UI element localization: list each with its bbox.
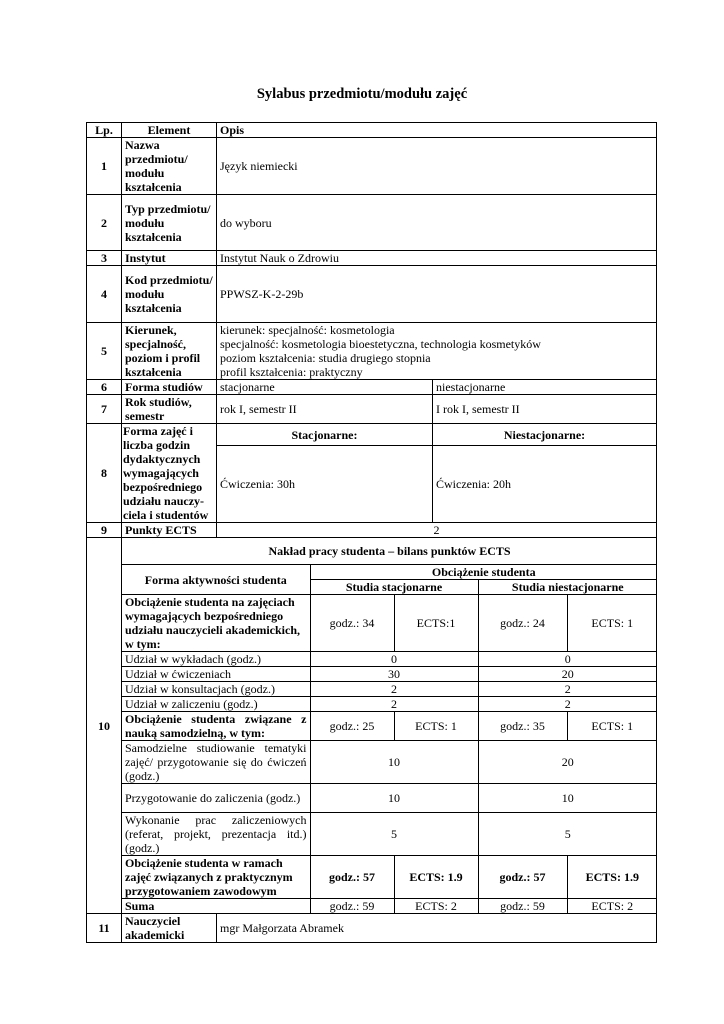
header-stacjonarne: Stacjonarne: (217, 424, 433, 446)
row-lp: 4 (87, 266, 122, 323)
row-value: PPWSZ-K-2-29b (217, 266, 657, 323)
workload-title: Nakład pracy studenta – bilans punktów ECTS (122, 538, 657, 565)
row-element: Typ przedmiotu/ modułu kształcenia (122, 195, 217, 251)
row-lp: 2 (87, 195, 122, 251)
activity-stac: 2 (310, 682, 478, 697)
table-row (87, 380, 657, 395)
activity-niestac: 20 (478, 741, 657, 784)
header-load: Obciążenie studenta (310, 565, 657, 580)
table-row (87, 914, 657, 943)
row-lp: 5 (87, 323, 122, 380)
practical-niestac-ects: ECTS: 1.9 (567, 856, 657, 899)
row-element: Punkty ECTS (122, 523, 217, 538)
activity-label: Samodzielne studiowanie tematyki zajęć/ przygotowanie się do ćwiczeń (godz.) (122, 741, 310, 784)
activity-niestac: 10 (478, 784, 657, 813)
practical-niestac-hours: godz.: 57 (478, 856, 567, 899)
direct-niestac-ects: ECTS: 1 (567, 595, 657, 652)
sum-stac-ects: ECTS: 2 (394, 899, 478, 914)
table-row (87, 323, 657, 380)
syllabus-table (86, 122, 657, 943)
row-lp: 11 (87, 914, 122, 943)
activity-niestac: 2 (478, 682, 657, 697)
activity-stac: 10 (310, 741, 478, 784)
row-element: Forma zajęć i liczba godzin dydaktycznych wymagających bezpośredniego udziału nauczy-ciela i studentów (122, 424, 217, 523)
activity-label: Udział w konsultacjach (godz.) (122, 682, 310, 697)
activity-stac: 0 (310, 652, 478, 667)
table-header-row (87, 123, 657, 138)
table-row (87, 424, 657, 446)
workload-cell (122, 538, 657, 914)
row-lp: 6 (87, 380, 122, 395)
header-lp: Lp. (87, 123, 122, 138)
row-lp: 9 (87, 523, 122, 538)
row-lp: 10 (87, 538, 122, 914)
header-studia-niestacjonarne: Studia niestacjonarne (478, 580, 657, 595)
activity-niestac: 20 (478, 667, 657, 682)
row-value (217, 323, 657, 380)
row-value: 2 (217, 523, 657, 538)
row-lp: 8 (87, 424, 122, 523)
value-stacjonarne: rok I, semestr II (217, 395, 433, 424)
workload-table (122, 538, 657, 913)
row-value: mgr Małgorzata Abramek (217, 914, 657, 943)
direct-niestac-hours: godz.: 24 (478, 595, 567, 652)
direct-stac-hours: godz.: 34 (310, 595, 394, 652)
row-element: Kierunek, specjalność, poziom i profil kształcenia (122, 323, 217, 380)
sum-stac-hours: godz.: 59 (310, 899, 394, 914)
activity-label: Wykonanie prac zaliczeniowych (referat, projekt, prezentacja itd.) (godz.) (122, 813, 310, 856)
self-load-label: Obciążenie studenta związane z nauką samodzielną, w tym: (122, 712, 310, 741)
field-poziom: poziom kształcenia: studia drugiego stopnia (220, 351, 431, 365)
row-lp: 7 (87, 395, 122, 424)
table-row (87, 251, 657, 266)
practical-stac-ects: ECTS: 1.9 (394, 856, 478, 899)
table-row (87, 138, 657, 195)
row-lp: 1 (87, 138, 122, 195)
header-element: Element (122, 123, 217, 138)
self-stac-hours: godz.: 25 (310, 712, 394, 741)
table-row (87, 266, 657, 323)
field-profil: profil kształcenia: praktyczny (220, 365, 363, 379)
page-title: Sylabus przedmiotu/modułu zajęć (256, 86, 468, 102)
row-value: Język niemiecki (217, 138, 657, 195)
activity-niestac: 5 (478, 813, 657, 856)
value-stacjonarne: stacjonarne (217, 380, 433, 395)
activity-stac: 10 (310, 784, 478, 813)
workload-row (87, 538, 657, 914)
activity-label: Udział w zaliczeniu (godz.) (122, 697, 310, 712)
header-opis: Opis (217, 123, 657, 138)
activity-niestac: 2 (478, 697, 657, 712)
value-niestacjonarne: Ćwiczenia: 20h (433, 446, 657, 523)
field-kierunek: kierunek: specjalność: kosmetologia (220, 323, 395, 337)
activity-stac: 2 (310, 697, 478, 712)
sum-niestac-ects: ECTS: 2 (567, 899, 657, 914)
row-element: Instytut (122, 251, 217, 266)
row-value: Instytut Nauk o Zdrowiu (217, 251, 657, 266)
practical-load-label: Obciążenie studenta w ramach zajęć związanych z praktycznym przygotowaniem zawodowym (122, 856, 310, 899)
practical-stac-hours: godz.: 57 (310, 856, 394, 899)
activity-label: Przygotowanie do zaliczenia (godz.) (122, 784, 310, 813)
value-niestacjonarne: I rok I, semestr II (433, 395, 657, 424)
row-element: Kod przedmiotu/ modułu kształcenia (122, 266, 217, 323)
self-stac-ects: ECTS: 1 (394, 712, 478, 741)
value-stacjonarne: Ćwiczenia: 30h (217, 446, 433, 523)
activity-label: Udział w wykładach (godz.) (122, 652, 310, 667)
value-niestacjonarne: niestacjonarne (433, 380, 657, 395)
row-element: Rok studiów, semestr (122, 395, 217, 424)
field-specjalnosc: specjalność: kosmetologia bioestetyczna, technologia kosmetyków (220, 337, 541, 351)
header-studia-stacjonarne: Studia stacjonarne (310, 580, 478, 595)
table-row (87, 195, 657, 251)
row-element: Nazwa przedmiotu/ modułu kształcenia (122, 138, 217, 195)
row-element: Nauczyciel akademicki (122, 914, 217, 943)
sum-label: Suma (122, 899, 310, 914)
activity-label: Udział w ćwiczeniach (122, 667, 310, 682)
row-element: Forma studiów (122, 380, 217, 395)
activity-niestac: 0 (478, 652, 657, 667)
row-value: do wyboru (217, 195, 657, 251)
table-row (87, 523, 657, 538)
self-niestac-ects: ECTS: 1 (567, 712, 657, 741)
direct-load-label: Obciążenie studenta na zajęciach wymagających bezpośredniego udziału nauczycieli akademickich, w tym: (122, 595, 310, 652)
self-niestac-hours: godz.: 35 (478, 712, 567, 741)
row-lp: 3 (87, 251, 122, 266)
activity-stac: 5 (310, 813, 478, 856)
sum-niestac-hours: godz.: 59 (478, 899, 567, 914)
header-activity: Forma aktywności studenta (122, 565, 310, 595)
header-niestacjonarne: Niestacjonarne: (433, 424, 657, 446)
activity-stac: 30 (310, 667, 478, 682)
table-row (87, 395, 657, 424)
direct-stac-ects: ECTS:1 (394, 595, 478, 652)
